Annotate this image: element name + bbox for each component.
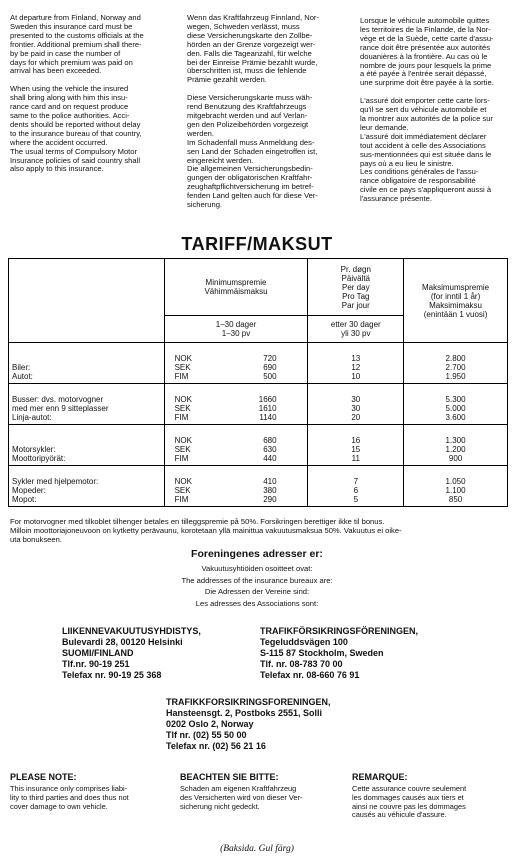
per-day-value: 30 xyxy=(351,395,361,404)
currency-code: FIM xyxy=(174,454,189,463)
max-premium-value: 1.050 xyxy=(445,477,466,486)
min-premium-value: 290 xyxy=(263,495,277,504)
note-de-heading: BEACHTEN SIE BITTE: xyxy=(180,772,279,782)
max-premium-value: 900 xyxy=(448,454,463,463)
addresses-intro: Vakuutusyhtiöiden osoitteet ovat: The addresses of the insurance bureaux are: Die Adressen der Vereine sind: Les adresses des Associations sont: xyxy=(181,564,333,608)
address-norway: TRAFIKKFORSIKRINGSFORENINGEN, Hansteensgt. 2, Postboks 2551, Solli 0202 Oslo 2, Norway Tlf nr. (02) 55 50 00 Telefax nr. (02) 56 21 16 xyxy=(166,697,331,751)
note-en-text: This insurance only comprises liabi- lity to third parties and does thus not cover damage to own vehicle. xyxy=(10,784,129,811)
tariff-row-max xyxy=(404,466,508,507)
max-premium-header: Maksimumspremie (for inntil 1 år) Maksimimaksu (enintään 1 vuosi) xyxy=(404,259,508,343)
note-en-heading: PLEASE NOTE: xyxy=(10,772,77,782)
address-finland: LIIKENNEVAKUUTUSYHDISTYS, Bulevardi 28, 00120 Helsinki SUOMI/FINLAND Tlf.nr. 90-19 251 Telefax nr. 90-19 25 368 xyxy=(62,626,201,680)
currency-code: SEK xyxy=(174,486,191,495)
tariff-row xyxy=(9,343,508,384)
max-premium-value: 5.000 xyxy=(445,404,466,413)
tariff-footnote: For motorvogner med tilkoblet tilhenger betales en tilleggspremie på 50%. Forsikringen berettiger ikke til bonus. Milloin moottoriajoneuvoon on kytketty perävaunu, korotetaan yllä mainittua vakuutusmaksua 50%. Vakuutus ei oike- uta bonukseen. xyxy=(10,517,402,544)
max-premium-value: 2.700 xyxy=(445,363,466,372)
max-premium-value: 1.100 xyxy=(445,486,466,495)
intro-english: At departure from Finland, Norway and Sweden this insurance card must be presented to the customs officials at the frontier. Additional premium shall there- by be paid in case the number of days for which premium was paid on arrival has been exceeded. When using the vehicle the insured shall bring along with him this insu- rance card and on request produce same to the police authorities. Acci- dents should be reported without delay to the insurance bureau of that country, where the accident occurred. The usual terms of Compulsory Motor Insurance policies of said country shall also apply to this insurance. xyxy=(10,13,144,174)
per-day-value: 7 xyxy=(353,477,359,486)
per-day-value: 6 xyxy=(353,486,359,495)
min-premium-value: 410 xyxy=(263,477,277,486)
max-premium-value: 2.800 xyxy=(445,354,466,363)
intro-german: Wenn das Kraftfahrzeug Finnland, Nor- wegen, Schweden verlässt, muss diese Versicherungskarte den Zollbe- hörden an der Grenze vorgezeigt wer- den. Falls die Tageanzahl, für welche bei der Einreise Prämie bezahlt wurde, überschritten ist, muss die fehlende Prämie gezahlt werden. Diese Versicherungskarte muss wäh- rend Benutzung des Kraftfahrzeugs mitgebracht werden und auf Verlan- gen den Polizeibehörden vorgezeigt werden. Im Schadenfall muss Anmeldung des- sen Land der Schaden eingetroffen ist, eingereicht werden. Die allgemeinen Versicherungsbedin- gungen der obligatorischen Kraftfahr- zeughaftpflichtversicherung im betref- fenden Land gelten auch für diese Ver- sicherung. xyxy=(187,13,319,210)
tariff-row-label: Motorsykler: Moottoripyörät: xyxy=(9,425,165,466)
min-premium-value: 500 xyxy=(263,372,277,381)
per-day-header: Pr. døgn Päivältä Per day Pro Tag Par jour xyxy=(308,259,404,316)
min-premium-value: 440 xyxy=(263,454,277,463)
per-day-value: 10 xyxy=(351,372,361,381)
per-day-value: 12 xyxy=(351,363,361,372)
tariff-table xyxy=(8,258,508,507)
note-de-text: Schaden am eigenen Kraftfahrzeug des Versicherten wird von dieser Ver- sicherung nicht gedeckt. xyxy=(180,784,303,811)
currency-code: NOK xyxy=(174,395,192,404)
max-premium-value: 1.200 xyxy=(445,445,466,454)
min-premium-value: 1660 xyxy=(258,395,277,404)
intro-french: Lorsque le véhicule automobile quittes les territoires de la Finlande, de la Nor- vège et de la Suède, cette carte d'assu- rance doit être présentée aux autorités douanières à la frontière. Au cas où le nombre de jours pour lesquels la prime a été payée à l'entrée serait dépassé, une surprime doit être payée à la sortie. L'assuré doit emporter cette carte lors- qu'il se sert du véhicule automobile et la montrer aux autorités de la police sur leur demande. L'assuré doit immédiatement déclarer tout accident à celle des Associations sus-mentionnées qui est située dans le pays où a eu lieu le sinistre. Les conditions générales de l'assu- rance obligatoire de responsabilité civile en ce pays s'appliqueront aussi à l'assurance présente. xyxy=(360,16,494,204)
currency-code: FIM xyxy=(174,495,189,504)
max-premium-value: 850 xyxy=(448,495,463,504)
tariff-row-day xyxy=(308,343,404,384)
currency-code: FIM xyxy=(174,413,189,422)
tariff-row xyxy=(9,425,508,466)
tariff-row-min xyxy=(164,466,308,507)
currency-code: SEK xyxy=(174,445,191,454)
per-day-value: 11 xyxy=(351,454,360,463)
max-premium-value: 1.300 xyxy=(445,436,466,445)
per-day-value: 13 xyxy=(351,354,361,363)
tariff-row-min xyxy=(164,425,308,466)
per-day-value: 16 xyxy=(351,436,361,445)
tariff-row-min xyxy=(164,343,308,384)
tariff-row-day xyxy=(308,466,404,507)
min-premium-value: 720 xyxy=(263,354,277,363)
tariff-row-max xyxy=(404,425,508,466)
tariff-title: TARIFF/MAKSUT xyxy=(181,234,333,254)
tariff-row-day xyxy=(308,425,404,466)
note-fr-heading: REMARQUE: xyxy=(352,772,408,782)
currency-code: SEK xyxy=(174,363,191,372)
tariff-row xyxy=(9,384,508,425)
per-day-value: 5 xyxy=(353,495,359,504)
tariff-row-min xyxy=(164,384,308,425)
min-premium-value: 680 xyxy=(263,436,277,445)
currency-code: SEK xyxy=(174,404,191,413)
max-premium-value: 1.950 xyxy=(445,372,466,381)
tariff-row-label: Sykler med hjelpemotor: Mopeder: Mopot: xyxy=(9,466,165,507)
currency-code: NOK xyxy=(174,477,192,486)
tariff-row-max xyxy=(404,343,508,384)
currency-code: NOK xyxy=(174,436,192,445)
page-caption: (Baksida. Gul färg) xyxy=(220,844,294,854)
min-premium-value: 1610 xyxy=(258,404,277,413)
per-day-value: 15 xyxy=(351,445,361,454)
address-sweden: TRAFIKFÖRSIKRINGSFÖRENINGEN, Tegeluddsvägen 100 S-115 87 Stockholm, Sweden Tlf. nr. 08-783 70 00 Telefax nr. 08-660 76 91 xyxy=(260,626,419,680)
currency-code: NOK xyxy=(174,354,192,363)
min-premium-value: 1140 xyxy=(259,413,277,422)
max-premium-value: 5.300 xyxy=(445,395,466,404)
min-premium-value: 630 xyxy=(263,445,277,454)
tariff-row-label: Busser: dvs. motorvogner med mer enn 9 sitteplasser Linja-autot: xyxy=(9,384,165,425)
tariff-row-max xyxy=(404,384,508,425)
min-premium-value: 380 xyxy=(263,486,277,495)
min-subheader: 1–30 dager 1–30 pv xyxy=(164,316,308,343)
tariff-header-row xyxy=(9,259,508,316)
per-day-value: 20 xyxy=(351,413,361,422)
min-premium-value: 690 xyxy=(263,363,277,372)
tariff-row-day xyxy=(308,384,404,425)
currency-code: FIM xyxy=(174,372,189,381)
tariff-row-label: Biler: Autot: xyxy=(9,343,165,384)
day-subheader: etter 30 dager yli 30 pv xyxy=(308,316,404,343)
note-fr-text: Cette assurance couvre seulement les dommages causés aux tiers et ainsi ne couvre pas les dommages causés au véhicule d'assure. xyxy=(352,784,467,820)
max-premium-value: 3.600 xyxy=(445,413,466,422)
addresses-heading: Foreningenes adresser er: xyxy=(191,548,323,560)
tariff-row xyxy=(9,466,508,507)
min-premium-header: Minimumspremie Vähimmäismaksu xyxy=(164,259,308,316)
per-day-value: 30 xyxy=(351,404,361,413)
